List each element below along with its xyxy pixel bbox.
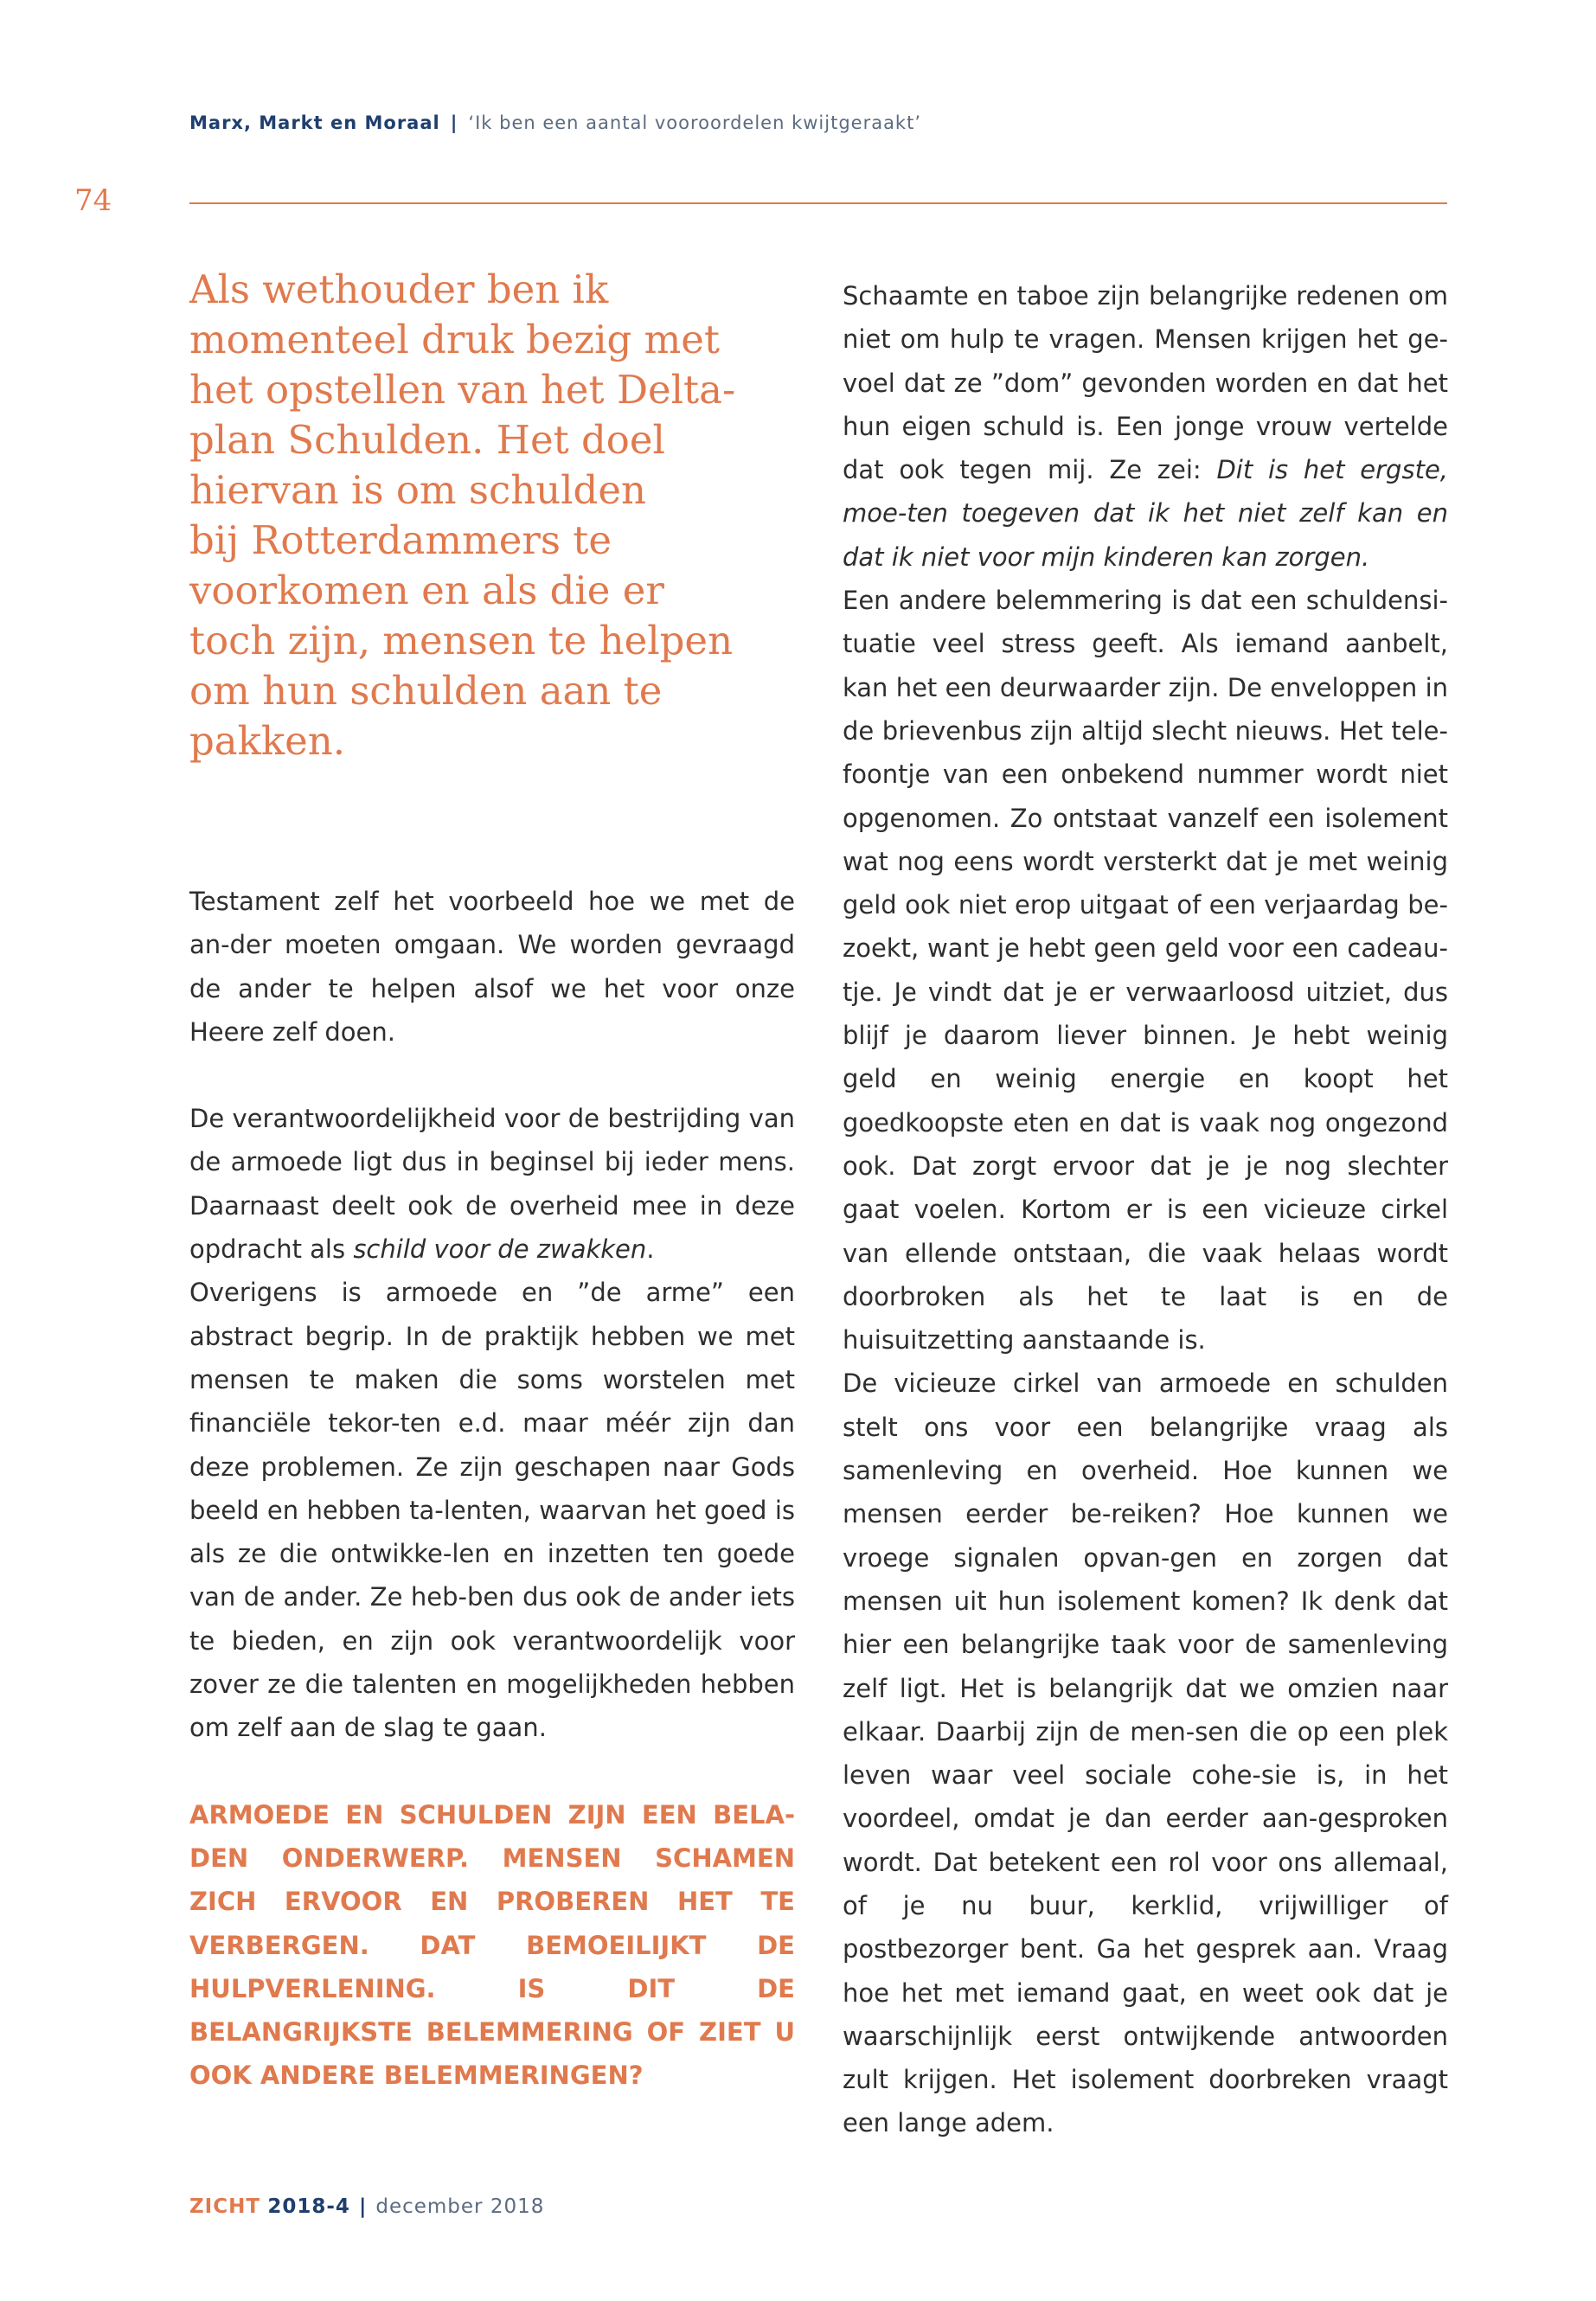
running-header	[189, 112, 921, 133]
emphasis-text: schild voor de zwakken	[353, 1234, 647, 1265]
quote-italic-text: Dit is het ergste, moe-ten toegeven dat ik het niet zelf kan en dat ik niet voor mijn kinderen kan zorgen.	[843, 455, 1448, 572]
interview-question: ARMOEDE EN SCHULDEN ZIJN EEN BELA-DEN ONDERWERP. MENSEN SCHAMEN ZICH ERVOOR EN PROBEREN HET TE VERBERGEN. DAT BEMOEILIJKT DE HULPVERLENING. IS DIT DE BELANGRIJKSTE BELEMMERING OF ZIET U OOK ANDERE BELEMMERINGEN?	[189, 1799, 795, 2091]
paragraph	[843, 274, 1448, 579]
pull-quote: Als wethouder ben ik momenteel druk bezig met het opstellen van het Delta- plan Schulden. Het doel hiervan is om schulden bij Rotterdammers te voorkomen en als die er toch zijn, mensen te helpen om hun schulden aan te pakken.	[189, 266, 736, 764]
header-rule	[189, 202, 1447, 204]
footer-separator: |	[358, 2195, 368, 2218]
paragraph-text: .	[646, 1234, 655, 1265]
paragraph: De vicieuze cirkel van armoede en schulden stelt ons voor een belangrijke vraag als samenleving en overheid. Hoe kunnen we mensen eerder be-reiken? Hoe kunnen we vroege signalen opvan-gen en zorgen dat mensen uit hun isolement komen? Ik denk dat hier een belangrijke taak voor de samenleving zelf ligt. Het is belangrijk dat we omzien naar elkaar. Daarbij zijn de men-sen die op een plek leven waar veel sociale cohe-sie is, in het voordeel, omdat je dan eerder aan-gesproken wordt. Dat betekent een rol voor ons allemaal, of je nu buur, kerklid, vrijwilliger of postbezorger bent. Ga het gesprek aan. Vraag hoe het met iemand gaat, en weet ook dat je waarschijnlijk eerst ontwijkende antwoorden zult krijgen. Het isolement doorbreken vraagt een lange adem.	[843, 1368, 1448, 2138]
paragraph	[189, 1097, 795, 1271]
paragraph: Testament zelf het voorbeeld hoe we met de an-der moeten omgaan. We worden gevraagd de ander te helpen alsof we het voor onze Heere zelf doen.	[189, 887, 795, 1047]
page-number: 74	[74, 183, 112, 218]
paragraph-text: Schaamte en taboe zijn belangrijke redenen om niet om hulp te vragen. Mensen krijgen het ge-voel dat ze ”dom” gevonden worden en dat het hun eigen schuld is. Een jonge vrouw vertelde dat ook tegen mij. Ze zei:	[843, 281, 1448, 485]
paragraph: Overigens is armoede en ”de arme” een abstract begrip. In de praktijk hebben we met mensen te maken die soms worstelen met financiële tekor-ten e.d. maar méér zijn dan deze problemen. Ze zijn geschapen naar Gods beeld en hebben ta-lenten, waarvan het goed is als ze die ontwikke-len en inzetten ten goede van de ander. Ze heb-ben dus ook de ander iets te bieden, en zijn ook verantwoordelijk voor zover ze die talenten en mogelijkheden hebben om zelf aan de slag te gaan.	[189, 1278, 795, 1743]
paragraph-text: De verantwoordelijkheid voor de bestrijding van de armoede ligt dus in beginsel bij ieder mens. Daarnaast deelt ook de overheid mee in deze opdracht als	[189, 1104, 795, 1265]
paragraph: Een andere belemmering is dat een schuldensi-tuatie veel stress geeft. Als iemand aanbelt, kan het een deurwaarder zijn. De enveloppen in de brievenbus zijn altijd slecht nieuws. Het tele-foontje van een onbekend nummer wordt niet opgenomen. Zo ontstaat vanzelf een isolement wat nog eens wordt versterkt dat je met weinig geld ook niet erop uitgaat of een verjaardag be-zoekt, want je hebt geen geld voor een cadeau-tje. Je vindt dat je er verwaarloosd uitziet, dus blijf je daarom liever binnen. Je hebt weinig geld en weinig energie en koopt het goedkoopste eten en dat is vaak nog ongezond ook. Dat zorgt ervoor dat je je nog slechter gaat voelen. Kortom er is een vicieuze cirkel van ellende ontstaan, die vaak helaas wordt doorbroken als het te laat is en de huisuitzetting aanstaande is.	[843, 586, 1448, 1356]
left-column	[189, 880, 795, 2098]
header-separator: |	[450, 112, 458, 133]
issue-number: 2018-4	[267, 2195, 350, 2218]
issue-date: december 2018	[375, 2195, 545, 2218]
right-column	[843, 274, 1448, 2145]
book-title: Marx, Markt en Moraal	[189, 112, 440, 133]
footer	[189, 2195, 544, 2218]
magazine-name: ZICHT	[189, 2195, 261, 2218]
chapter-title: ‘Ik ben een aantal vooroordelen kwijtgeraakt’	[468, 112, 922, 133]
